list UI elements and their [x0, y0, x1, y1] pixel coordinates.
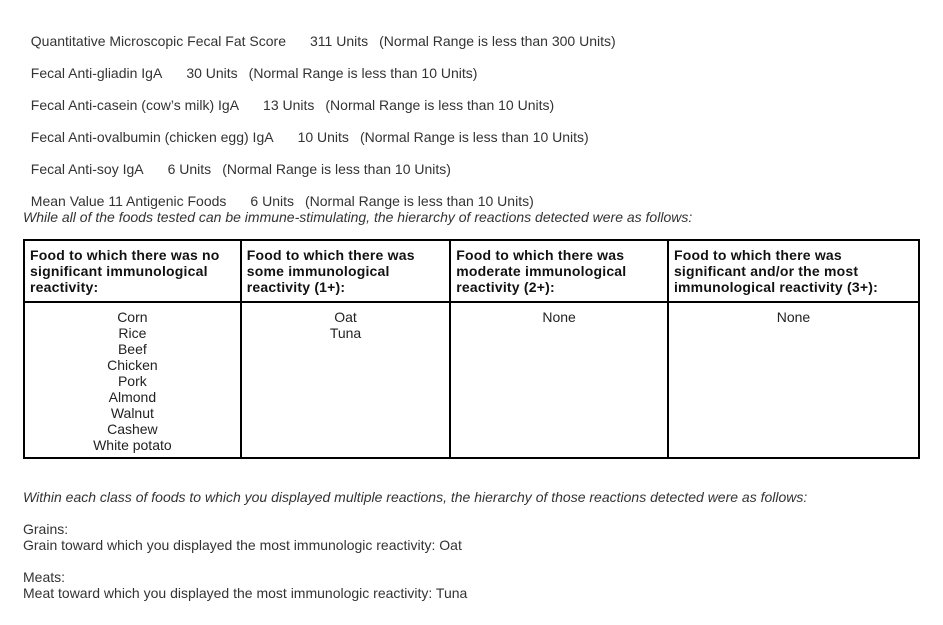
food-item: Rice	[118, 325, 147, 341]
result-value: 30 Units	[186, 65, 238, 81]
food-item: Beef	[117, 341, 147, 357]
header-no-reactivity: Food to which there was no significant immunological reactivity:	[24, 240, 241, 302]
result-value: 10 Units	[297, 129, 349, 145]
header-moderate-reactivity: Food to which there was moderate immunological reactivity (2+):	[450, 240, 668, 302]
class-hierarchy-intro: Within each class of foods to which you displayed multiple reactions, the hierarchy of those reactions detected were as follows:	[23, 489, 808, 505]
table-row	[24, 302, 919, 458]
food-item: None	[542, 309, 576, 325]
result-line-anti-gliadin	[23, 49, 477, 81]
food-item: Pork	[117, 373, 147, 389]
result-range: (Normal Range is less than 10 Units)	[325, 97, 555, 113]
result-name: Fecal Anti-ovalbumin (chicken egg) IgA	[30, 129, 274, 145]
grains-text: Grain toward which you displayed the most immunologic reactivity: Oat	[23, 537, 462, 553]
table-header-row	[24, 240, 919, 302]
result-value: 6 Units	[167, 161, 212, 177]
food-item: Almond	[108, 389, 157, 405]
cell-no-reactivity	[24, 302, 241, 458]
food-item: Oat	[334, 309, 357, 325]
header-significant-reactivity: Food to which there was significant and/or the most immunological reactivity (3+):	[668, 240, 919, 302]
hierarchy-intro: While all of the foods tested can be immune-stimulating, the hierarchy of reactions detected were as follows:	[23, 209, 693, 225]
result-name: Fecal Anti-gliadin IgA	[30, 65, 163, 81]
food-item: Walnut	[110, 405, 154, 421]
result-name: Quantitative Microscopic Fecal Fat Score	[30, 33, 286, 49]
result-line-anti-ovalbumin	[23, 113, 589, 145]
result-range: (Normal Range is less than 10 Units)	[304, 193, 534, 209]
cell-moderate-reactivity	[450, 302, 668, 458]
result-line-anti-casein	[23, 81, 554, 113]
food-item: Tuna	[329, 325, 362, 341]
result-range: (Normal Range is less than 10 Units)	[359, 129, 589, 145]
food-item: None	[776, 309, 811, 325]
meats-text: Meat toward which you displayed the most immunologic reactivity: Tuna	[23, 585, 468, 601]
cell-some-reactivity	[241, 302, 451, 458]
food-item: White potato	[93, 437, 172, 453]
food-reactivity-table	[23, 239, 920, 459]
result-value: 13 Units	[263, 97, 315, 113]
result-range: (Normal Range is less than 10 Units)	[222, 161, 451, 177]
result-name: Fecal Anti-soy IgA	[30, 161, 144, 177]
meats-heading: Meats:	[23, 569, 66, 585]
cell-significant-reactivity	[668, 302, 919, 458]
header-some-reactivity: Food to which there was some immunological reactivity (1+):	[241, 240, 451, 302]
result-range: (Normal Range is less than 300 Units)	[379, 33, 616, 49]
food-item: Chicken	[107, 357, 158, 373]
grains-heading: Grains:	[23, 521, 69, 537]
result-range: (Normal Range is less than 10 Units)	[248, 65, 478, 81]
result-line-anti-soy	[23, 145, 451, 177]
result-line-fecal-fat	[23, 17, 616, 49]
result-value: 311 Units	[310, 33, 369, 49]
result-name: Fecal Anti-casein (cow’s milk) IgA	[30, 97, 240, 113]
food-item: Cashew	[107, 421, 158, 437]
result-name: Mean Value 11 Antigenic Foods	[30, 193, 227, 209]
result-value: 6 Units	[250, 193, 294, 209]
food-item: Corn	[117, 309, 148, 325]
result-line-mean-value	[23, 177, 534, 209]
